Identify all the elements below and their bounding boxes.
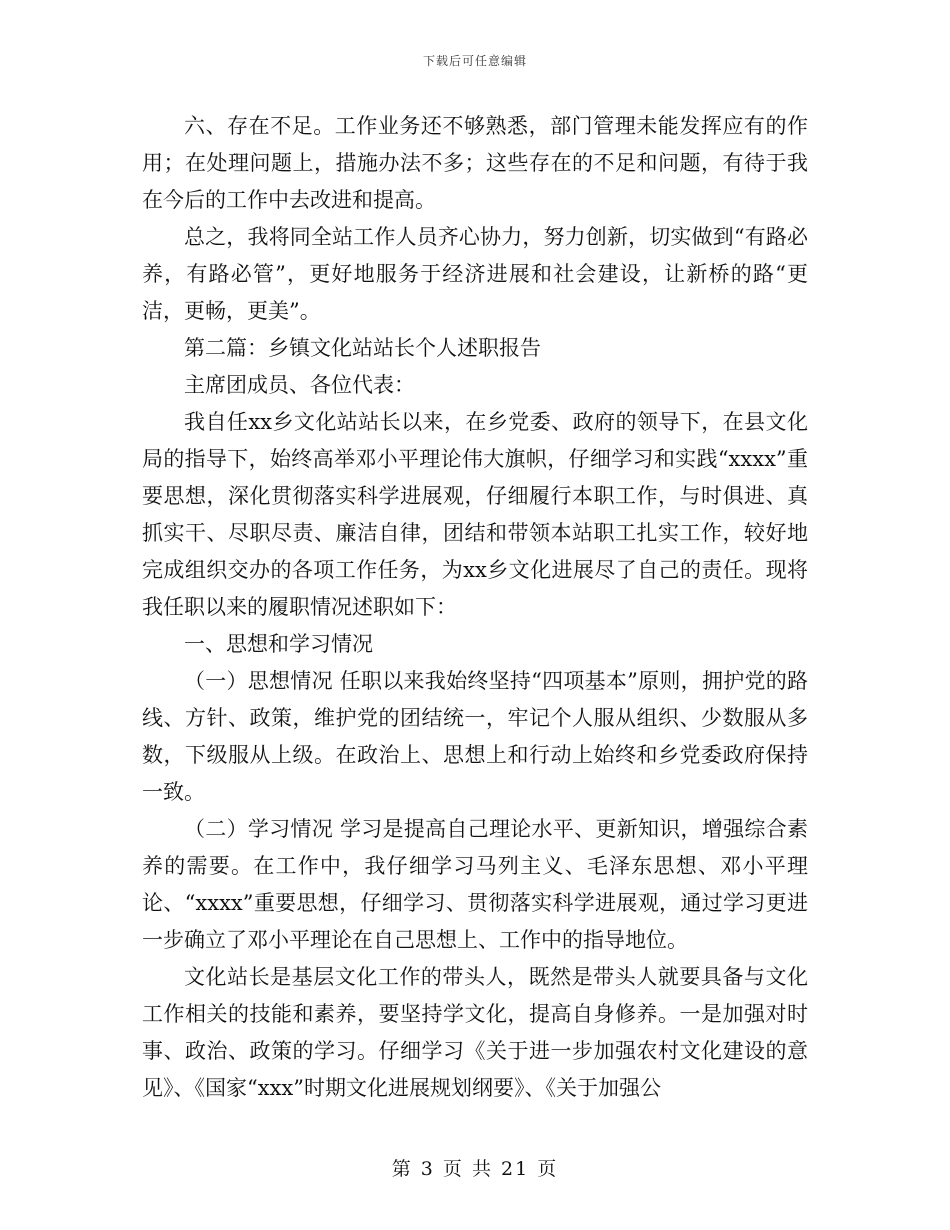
section-title-second: 第二篇：乡镇文化站站长个人述职报告: [184, 336, 541, 360]
paragraph-summary: 总之，我将同全站工作人员齐心协力，努力创新，切实做到“有路必养，有路必管”，更好地服务于经济进展和社会建设，让新桥的路“更洁，更畅，更美”。: [142, 225, 808, 323]
salutation: 主席团成员、各位代表：: [184, 373, 415, 397]
page-header-note: 下载后可任意编辑: [422, 54, 527, 68]
page-number: 第 3 页 共 21 页: [391, 1158, 559, 1180]
paragraph-thought: （一）思想情况 任职以来我始终坚持“四项基本”原则，拥护党的路线、方针、政策，维护党的团结统一，牢记个人服从组织、少数服从多数，下级服从上级。在政治上、思想上和行动上始终和乡党委政府保持一致。: [142, 669, 808, 804]
paragraph-intro: 我自任xx乡文化站站长以来，在乡党委、政府的领导下，在县文化局的指导下，始终高举邓小平理论伟大旗帜，仔细学习和实践“xxxx”重要思想，深化贯彻落实科学进展观，仔细履行本职工作，与时俱进、真抓实干、尽职尽责、廉洁自律，团结和带领本站职工扎实工作，较好地完成组织交办的各项工作任务，为xx乡文化进展尽了自己的责任。现将我任职以来的履职情况述职如下：: [142, 410, 808, 619]
document-body: [142, 108, 808, 1107]
paragraph-shortcomings: 六、存在不足。工作业务还不够熟悉，部门管理未能发挥应有的作用；在处理问题上，措施办法不多；这些存在的不足和问题，有待于我在今后的工作中去改进和提高。: [142, 114, 808, 212]
paragraph-station-head: 文化站长是基层文化工作的带头人，既然是带头人就要具备与文化工作相关的技能和素养，要坚持学文化，提高自身修养。一是加强对时事、政治、政策的学习。仔细学习《关于进一步加强农村文化建设的意见》、《国家“xxx”时期文化进展规划纲要》、《关于加强公: [142, 965, 808, 1100]
paragraph-study: （二）学习情况 学习是提高自己理论水平、更新知识，增强综合素养的需要。在工作中，我仔细学习马列主义、毛泽东思想、邓小平理论、“xxxx”重要思想，仔细学习、贯彻落实科学进展观，通过学习更进一步确立了邓小平理论在自己思想上、工作中的指导地位。: [142, 817, 808, 952]
heading-thought-study: 一、思想和学习情况: [184, 632, 373, 656]
